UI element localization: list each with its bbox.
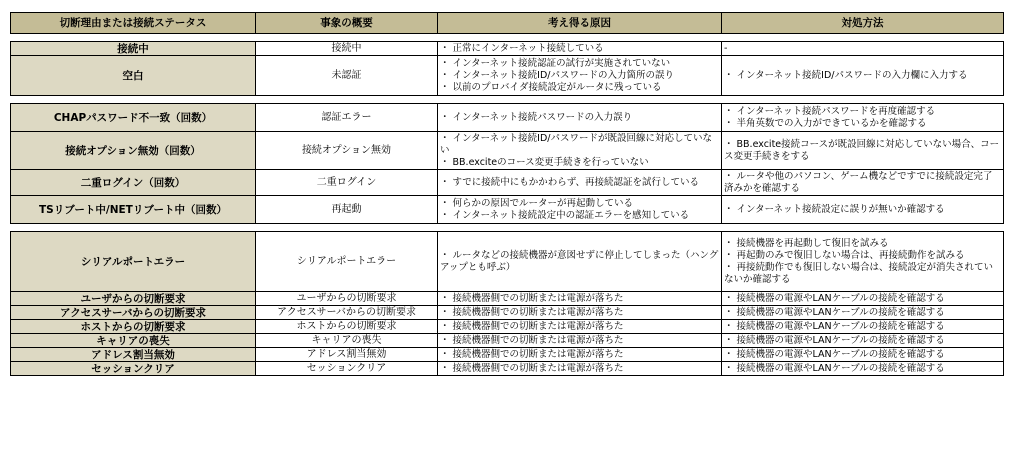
actions-cell	[722, 132, 1004, 170]
status-cell: アクセスサーバからの切断要求	[11, 306, 256, 320]
group-spacer	[11, 34, 1004, 42]
action-item: ・ 半角英数での入力ができているかを確認する	[724, 117, 927, 129]
header-summary: 事象の概要	[256, 13, 438, 34]
summary-cell: 認証エラー	[256, 104, 438, 132]
group-spacer	[11, 224, 1004, 232]
summary-cell: 二重ログイン	[256, 170, 438, 196]
cause-item: ・ インターネット接続パスワードの入力誤り	[440, 111, 633, 123]
cause-item: ・ 何らかの原因でルーターが再起動している	[440, 197, 634, 209]
causes-cell	[438, 306, 722, 320]
group-spacer	[11, 96, 1004, 104]
actions-cell	[722, 42, 1004, 56]
table-row	[11, 42, 1004, 56]
table-row	[11, 320, 1004, 334]
summary-cell: ホストからの切断要求	[256, 320, 438, 334]
causes-cell	[438, 320, 722, 334]
spacer-cell	[11, 96, 1004, 104]
action-item: ・ 接続機器を再起動して復旧を試みる	[724, 237, 889, 249]
table-row	[11, 292, 1004, 306]
summary-cell: 再起動	[256, 196, 438, 224]
cause-item: ・ インターネット接続設定中の認証エラーを感知している	[440, 209, 690, 221]
summary-cell: 未認証	[256, 56, 438, 96]
summary-cell: 接続中	[256, 42, 438, 56]
summary-cell: アクセスサーバからの切断要求	[256, 306, 438, 320]
action-item: -	[724, 42, 728, 54]
cause-item: ・ 接続機器側での切断または電源が落ちた	[440, 334, 624, 346]
action-item: ・ インターネット接続設定に誤りが無いか確認する	[724, 203, 945, 215]
action-item: ・ ルータや他のパソコン、ゲーム機などですでに接続設定完了済みかを確認する	[724, 170, 993, 194]
summary-cell: セッションクリア	[256, 362, 438, 376]
causes-cell	[438, 196, 722, 224]
cause-item: ・ インターネット接続ID/パスワードの入力箇所の誤り	[440, 69, 674, 81]
summary-cell: ユーザからの切断要求	[256, 292, 438, 306]
actions-cell	[722, 104, 1004, 132]
actions-cell	[722, 334, 1004, 348]
causes-cell	[438, 362, 722, 376]
status-cell: ホストからの切断要求	[11, 320, 256, 334]
table-row	[11, 170, 1004, 196]
summary-cell: シリアルポートエラー	[256, 232, 438, 292]
cause-item: ・ インターネット接続認証の試行が実施されていない	[440, 57, 671, 69]
action-item: ・ 接続機器の電源やLANケーブルの接続を確認する	[724, 320, 945, 332]
action-item: ・ インターネット接続ID/パスワードの入力欄に入力する	[724, 69, 968, 81]
table-row	[11, 132, 1004, 170]
table-row	[11, 306, 1004, 320]
actions-cell	[722, 196, 1004, 224]
status-cell: TSリブート中/NETリブート中（回数）	[11, 196, 256, 224]
cause-item: ・ 接続機器側での切断または電源が落ちた	[440, 348, 624, 360]
status-cell: 二重ログイン（回数）	[11, 170, 256, 196]
header-causes: 考え得る原因	[438, 13, 722, 34]
table-row	[11, 104, 1004, 132]
spacer-cell	[11, 34, 1004, 42]
status-cell: キャリアの喪失	[11, 334, 256, 348]
action-item: ・ BB.excite接続コースが既設回線に対応していない場合、コース変更手続きをする	[724, 138, 1000, 162]
actions-cell	[722, 56, 1004, 96]
cause-item: ・ ルータなどの接続機器が意図せずに停止してしまった（ハングアップとも呼ぶ）	[440, 249, 719, 273]
table-row	[11, 232, 1004, 292]
cause-item: ・ 接続機器側での切断または電源が落ちた	[440, 292, 624, 304]
status-cell: セッションクリア	[11, 362, 256, 376]
cause-item: ・ 接続機器側での切断または電源が落ちた	[440, 320, 624, 332]
header-actions: 対処方法	[722, 13, 1004, 34]
cause-item: ・ 接続機器側での切断または電源が落ちた	[440, 362, 624, 374]
actions-cell	[722, 362, 1004, 376]
table-row	[11, 334, 1004, 348]
status-cell: 接続オプション無効（回数）	[11, 132, 256, 170]
action-item: ・ 接続機器の電源やLANケーブルの接続を確認する	[724, 362, 945, 374]
table-row	[11, 196, 1004, 224]
summary-cell: 接続オプション無効	[256, 132, 438, 170]
action-item: ・ インターネット接続パスワードを再度確認する	[724, 105, 936, 117]
summary-cell: キャリアの喪失	[256, 334, 438, 348]
causes-cell	[438, 132, 722, 170]
summary-cell: アドレス割当無効	[256, 348, 438, 362]
action-item: ・ 接続機器の電源やLANケーブルの接続を確認する	[724, 306, 945, 318]
status-cell: ユーザからの切断要求	[11, 292, 256, 306]
action-item: ・ 接続機器の電源やLANケーブルの接続を確認する	[724, 334, 945, 346]
status-cell: アドレス割当無効	[11, 348, 256, 362]
actions-cell	[722, 348, 1004, 362]
actions-cell	[722, 320, 1004, 334]
status-cell: 空白	[11, 56, 256, 96]
cause-item: ・ すでに接続中にもかかわらず、再接続認証を試行している	[440, 176, 700, 188]
actions-cell	[722, 306, 1004, 320]
header-status: 切断理由または接続ステータス	[11, 13, 256, 34]
actions-cell	[722, 292, 1004, 306]
status-cell: CHAPパスワード不一致（回数）	[11, 104, 256, 132]
actions-cell	[722, 170, 1004, 196]
cause-item: ・ 正常にインターネット接続している	[440, 42, 604, 54]
causes-cell	[438, 56, 722, 96]
table-row	[11, 56, 1004, 96]
action-item: ・ 再起動のみで復旧しない場合は、再接続動作を試みる	[724, 249, 965, 261]
action-item: ・ 再接続動作でも復旧しない場合は、接続設定が消失されていないか確認する	[724, 261, 994, 285]
table-body	[11, 34, 1004, 376]
cause-item: ・ 接続機器側での切断または電源が落ちた	[440, 306, 624, 318]
cause-item: ・ BB.exciteのコース変更手続きを行っていない	[440, 156, 649, 168]
causes-cell	[438, 232, 722, 292]
table-row	[11, 348, 1004, 362]
causes-cell	[438, 104, 722, 132]
cause-item: ・ インターネット接続ID/パスワードが既設回線に対応していない	[440, 132, 712, 156]
action-item: ・ 接続機器の電源やLANケーブルの接続を確認する	[724, 348, 945, 360]
causes-cell	[438, 42, 722, 56]
spacer-cell	[11, 224, 1004, 232]
causes-cell	[438, 348, 722, 362]
action-item: ・ 接続機器の電源やLANケーブルの接続を確認する	[724, 292, 945, 304]
causes-cell	[438, 292, 722, 306]
cause-item: ・ 以前のプロバイダ接続設定がルータに残っている	[440, 81, 662, 93]
table-row	[11, 362, 1004, 376]
disconnect-reasons-table	[10, 12, 1004, 376]
header-row	[11, 13, 1004, 34]
status-cell: シリアルポートエラー	[11, 232, 256, 292]
causes-cell	[438, 334, 722, 348]
table-header	[11, 13, 1004, 34]
actions-cell	[722, 232, 1004, 292]
status-cell: 接続中	[11, 42, 256, 56]
disconnect-reasons-table-wrapper	[10, 12, 1003, 376]
causes-cell	[438, 170, 722, 196]
